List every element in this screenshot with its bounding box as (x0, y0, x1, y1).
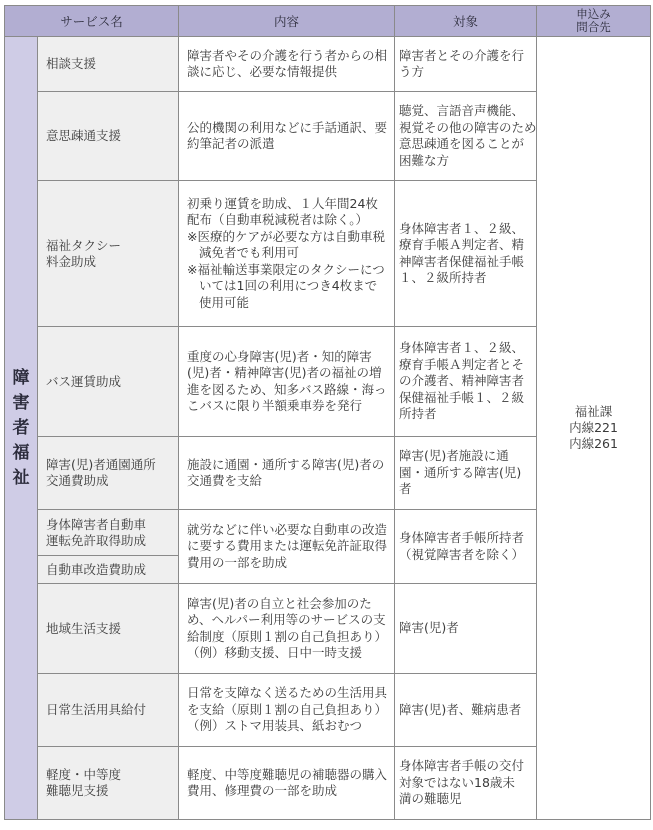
header-apply-line-2: 問合先 (576, 20, 611, 34)
target-line: 身体障害者１、２級、 (399, 340, 525, 356)
header-content: 内容 (179, 6, 395, 37)
category-char: 福 (12, 442, 30, 463)
header-service-name: サービス名 (5, 6, 179, 37)
target-cell (395, 181, 537, 327)
category-char: 祉 (12, 467, 30, 488)
category-char: 者 (12, 417, 30, 438)
service-name-cell (38, 584, 179, 674)
target-cell (395, 37, 537, 92)
content-cell (179, 747, 395, 820)
content-line: 費用の一部を助成 (187, 554, 288, 570)
contact-extension: 内線221 (569, 420, 618, 435)
service-name-cell (38, 556, 179, 584)
service-name: 意思疎通支援 (46, 128, 122, 143)
content-cell (179, 510, 395, 584)
target-line: 視覚その他の障害のため (399, 119, 537, 135)
service-name-cell (38, 327, 179, 437)
target-cell (395, 92, 537, 181)
target-cell (395, 674, 537, 747)
target-cell (395, 327, 537, 437)
header-apply-contact (537, 6, 651, 37)
service-name-cell (38, 181, 179, 327)
category-char: 障 (12, 367, 30, 388)
content-line: （例）ストマ用装具、紙おむつ (187, 718, 363, 734)
content-note-continued: 使用可能 (199, 294, 250, 310)
service-name: 相談支援 (46, 56, 97, 71)
content-note-continued: いては1回の利用につき4枚まで (199, 278, 378, 294)
target-line: 満の難聴児 (399, 791, 462, 807)
target-line: の介護者、精神障害者 (399, 373, 525, 389)
service-name: 日常生活用具給付 (46, 702, 147, 717)
target-line: 聴覚、言語音声機能、 (399, 103, 525, 118)
table-row (5, 37, 651, 92)
target-line: 療育手帳Ａ判定者、精 (399, 237, 525, 252)
content-line: に要する費用または運転免許証取得 (187, 538, 388, 554)
target-line: 身体障害者手帳の交付 (399, 758, 525, 774)
content-cell (179, 37, 395, 92)
content-note: ※福祉輸送事業限定のタクシーにつ (187, 261, 385, 277)
target-cell (395, 437, 537, 510)
target-line: 対象ではない18歳未 (399, 774, 515, 790)
content-line: 重度の心身障害(児)者・知的障害 (187, 348, 372, 364)
content-line: 日常を支障なく送るための生活用具 (187, 685, 388, 701)
target-line: 障害(児)者、難病患者 (399, 701, 522, 717)
table-header-row (5, 6, 651, 37)
content-cell (179, 327, 395, 437)
contact-department: 福祉課 (574, 404, 613, 419)
content-line: 就労などに伴い必要な自動車の改造 (187, 521, 388, 537)
target-line: １、２級所持者 (399, 270, 487, 285)
service-name: 交通費助成 (46, 473, 109, 488)
service-name-cell (38, 437, 179, 510)
category-char: 害 (12, 392, 30, 413)
content-line: こバスに限り半額乗車券を発行 (187, 398, 363, 413)
service-name: 福祉タクシー (46, 237, 122, 253)
target-line: 困難な方 (399, 152, 450, 168)
service-name-cell (38, 674, 179, 747)
target-line: 身体障害者１、２級、 (399, 220, 525, 236)
service-name: 軽度・中等度 (46, 767, 122, 782)
content-cell (179, 674, 395, 747)
content-line: 配布（自動車税減税者は除く。） (187, 212, 369, 228)
service-name: 料金助成 (46, 253, 97, 269)
target-line: う方 (399, 64, 425, 79)
target-line: 療育手帳Ａ判定者とそ (399, 356, 525, 372)
content-line: 進を図るため、知多バス路線・海っ (187, 381, 387, 397)
service-name: バス運賃助成 (46, 373, 122, 389)
content-cell (179, 584, 395, 674)
content-line: 障害者やその介護を行う者からの相 (187, 47, 388, 63)
content-cell (179, 181, 395, 327)
content-line: 初乗り運賃を助成、１人年間24枚 (187, 195, 378, 211)
header-target: 対象 (395, 6, 537, 37)
content-line: 約筆記者の派遣 (187, 136, 275, 151)
service-name: 身体障害者自動車 (46, 516, 147, 532)
target-line: 身体障害者手帳所持者 (399, 530, 525, 545)
content-line: 障害(児)者の自立と社会参加のた (187, 595, 372, 611)
target-cell (395, 584, 537, 674)
service-name: 地域生活支援 (46, 620, 122, 636)
target-line: 保健福祉手帳１、２級 (399, 389, 525, 405)
content-line: 交通費を支給 (187, 473, 263, 488)
target-line: 障害(児)者施設に通 (399, 448, 509, 464)
service-name: 運転免許取得助成 (46, 532, 147, 548)
content-line: 軽度、中等度難聴児の補聴器の購入 (187, 766, 388, 782)
target-line: 所持者 (399, 406, 437, 422)
content-line: 費用、修理費の一部を助成 (187, 783, 338, 798)
service-name-cell (38, 37, 179, 92)
target-line: 障害(児)者 (399, 620, 459, 636)
target-line: 者 (399, 481, 412, 497)
target-line: （視覚障害者を除く） (399, 546, 525, 562)
content-note: ※医療的ケアが必要な方は自動車税 (187, 228, 385, 244)
target-cell (395, 510, 537, 584)
content-line: を支給（原則１割の自己負担あり） (187, 701, 388, 717)
welfare-services-table (4, 5, 651, 820)
content-line: 施設に通園・通所する障害(児)者の (187, 456, 385, 472)
service-name-cell (38, 747, 179, 820)
service-name-cell (38, 92, 179, 181)
content-note-continued: 減免者でも利用可 (199, 245, 300, 261)
target-cell (395, 747, 537, 820)
target-line: 神障害者保健福祉手帳 (399, 253, 525, 269)
content-line: （例）移動支援、日中一時支援 (187, 645, 363, 660)
content-line: 談に応じ、必要な情報提供 (187, 64, 338, 79)
content-line: (児)者・精神障害(児)者の福祉の増 (187, 365, 382, 380)
contact-cell (537, 37, 651, 820)
target-line: 意思疎通を図ることが (399, 136, 525, 151)
service-name: 障害(児)者通園通所 (46, 457, 156, 472)
content-line: 給制度（原則１割の自己負担あり） (187, 628, 388, 644)
target-line: 障害者とその介護を行 (399, 47, 525, 63)
service-name: 難聴児支援 (46, 783, 109, 798)
contact-extension: 内線261 (569, 436, 618, 451)
content-cell (179, 92, 395, 181)
header-apply-line-1: 申込み (576, 7, 611, 21)
target-line: 園・通所する障害(児) (399, 464, 522, 480)
content-cell (179, 437, 395, 510)
service-name: 自動車改造費助成 (46, 561, 147, 577)
service-name-cell (38, 510, 179, 556)
content-line: 公的機関の利用などに手話通訳、要 (187, 119, 388, 135)
content-line: め、ヘルパー利用等のサービスの支 (187, 612, 386, 627)
category-cell (5, 37, 38, 820)
